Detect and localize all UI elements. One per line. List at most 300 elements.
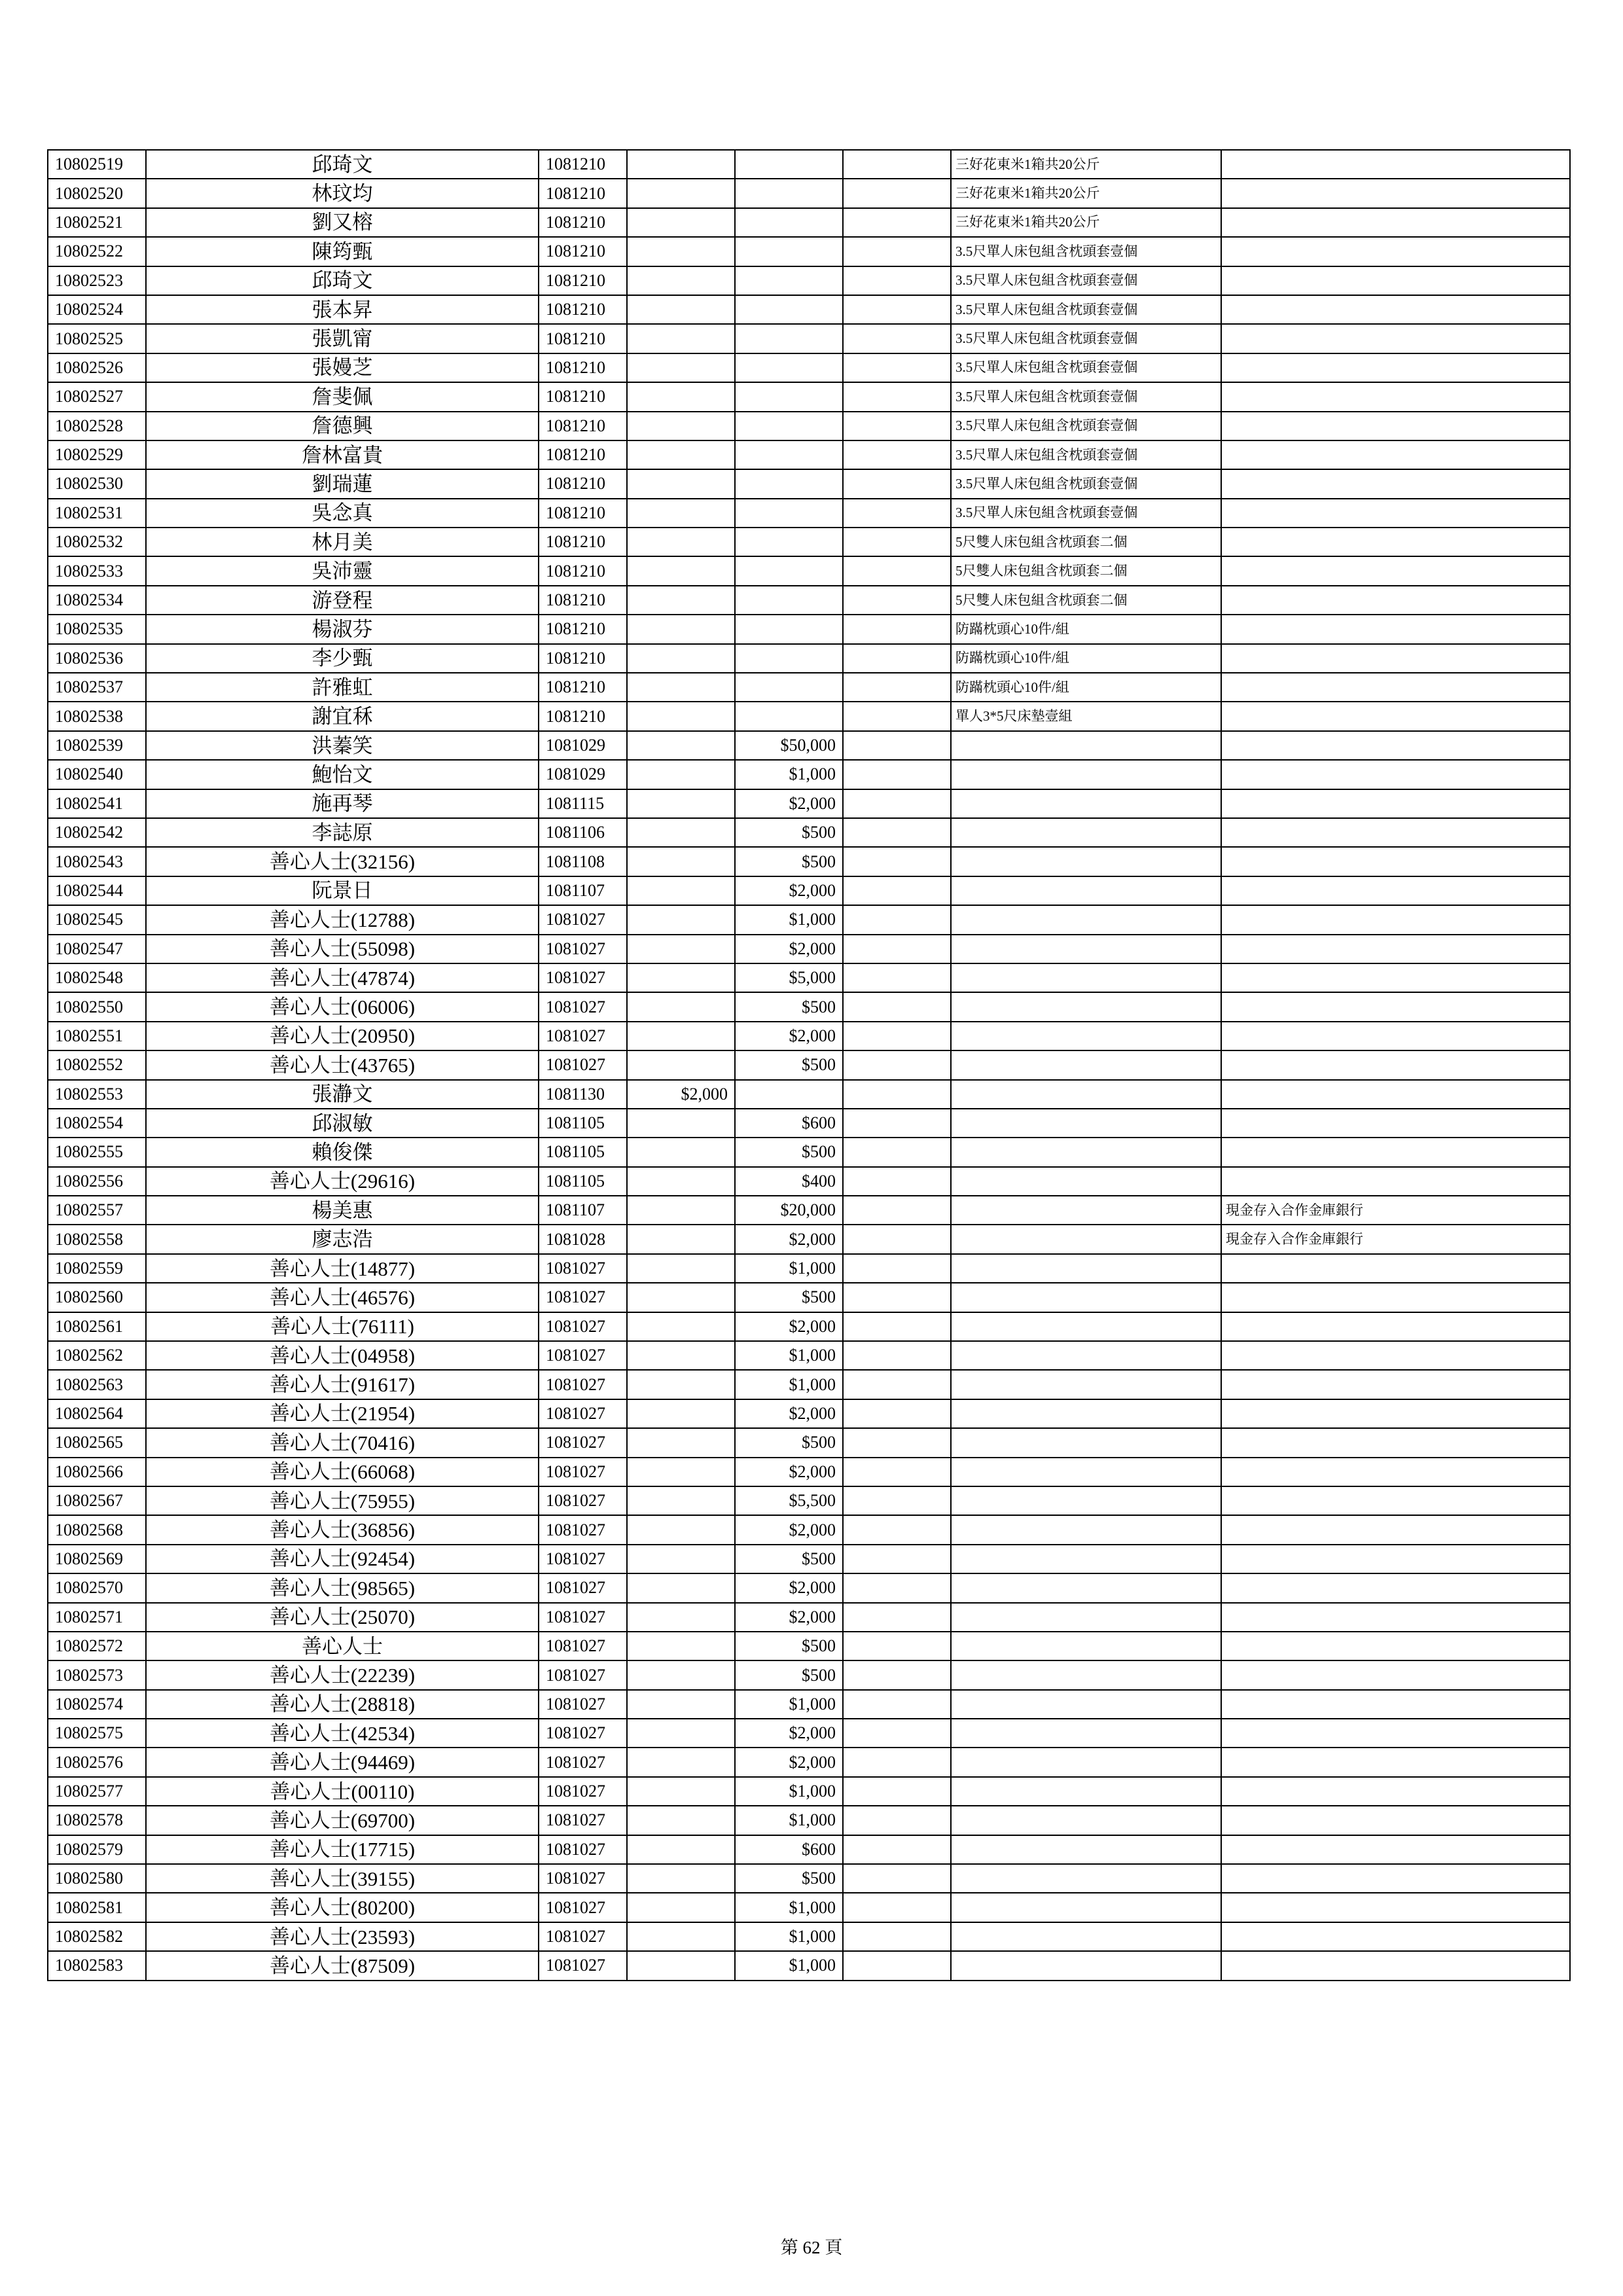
note-cell (1221, 818, 1570, 847)
table-row (48, 1341, 1570, 1370)
donated-item-cell: 防蹣枕頭心10件/組 (951, 615, 1221, 643)
note-cell (1221, 847, 1570, 876)
donor-name-cell: 善心人士(92454) (146, 1545, 539, 1573)
donated-item-cell (951, 1022, 1221, 1050)
table-row (48, 1167, 1570, 1196)
amount-3-cell (843, 760, 951, 789)
amount-1-cell (627, 1806, 735, 1835)
table-row (48, 615, 1570, 643)
note-cell (1221, 412, 1570, 440)
amount-3-cell (843, 847, 951, 876)
note-cell (1221, 1428, 1570, 1457)
table-row (48, 1370, 1570, 1399)
donated-item-cell: 3.5尺單人床包組含枕頭套壹個 (951, 237, 1221, 266)
table-row (48, 440, 1570, 469)
note-cell (1221, 1545, 1570, 1573)
date-cell: 1081115 (539, 789, 627, 818)
amount-1-cell (627, 324, 735, 353)
amount-2-cell (735, 412, 843, 440)
date-cell: 1081027 (539, 992, 627, 1021)
receipt-number-cell: 10802530 (48, 469, 146, 498)
donation-ledger-table (47, 149, 1571, 1981)
donated-item-cell (951, 731, 1221, 760)
donor-name-cell: 賴俊傑 (146, 1138, 539, 1166)
amount-3-cell (843, 1632, 951, 1660)
note-cell (1221, 208, 1570, 237)
note-cell (1221, 1458, 1570, 1486)
note-cell (1221, 1864, 1570, 1893)
donated-item-cell (951, 1573, 1221, 1602)
amount-1-cell (627, 1428, 735, 1457)
table-row (48, 1690, 1570, 1719)
note-cell: 現金存入合作金庫銀行 (1221, 1225, 1570, 1253)
date-cell: 1081210 (539, 237, 627, 266)
amount-1-cell (627, 1254, 735, 1283)
note-cell (1221, 440, 1570, 469)
amount-3-cell (843, 1283, 951, 1312)
amount-1-cell (627, 1922, 735, 1951)
donated-item-cell (951, 1545, 1221, 1573)
amount-1-cell (627, 1719, 735, 1748)
date-cell: 1081027 (539, 1283, 627, 1312)
date-cell: 1081027 (539, 1428, 627, 1457)
table-row (48, 789, 1570, 818)
amount-3-cell (843, 1225, 951, 1253)
note-cell (1221, 963, 1570, 992)
receipt-number-cell: 10802522 (48, 237, 146, 266)
table-row (48, 702, 1570, 730)
donor-name-cell: 張瀞文 (146, 1080, 539, 1109)
donor-name-cell: 善心人士(75955) (146, 1486, 539, 1515)
receipt-number-cell: 10802566 (48, 1458, 146, 1486)
donor-name-cell: 阮景日 (146, 876, 539, 905)
amount-2-cell: $1,000 (735, 1690, 843, 1719)
donor-name-cell: 善心人士(55098) (146, 935, 539, 963)
receipt-number-cell: 10802560 (48, 1283, 146, 1312)
receipt-number-cell: 10802551 (48, 1022, 146, 1050)
note-cell (1221, 1573, 1570, 1602)
donor-name-cell: 陳筠甄 (146, 237, 539, 266)
amount-2-cell (735, 499, 843, 528)
donated-item-cell: 防蹣枕頭心10件/組 (951, 644, 1221, 673)
amount-3-cell (843, 1603, 951, 1632)
amount-1-cell (627, 1138, 735, 1166)
amount-2-cell: $500 (735, 1545, 843, 1573)
donated-item-cell (951, 1080, 1221, 1109)
donor-name-cell: 楊淑芬 (146, 615, 539, 643)
amount-3-cell (843, 876, 951, 905)
amount-1-cell (627, 179, 735, 207)
amount-2-cell: $5,000 (735, 963, 843, 992)
amount-1-cell (627, 1864, 735, 1893)
donated-item-cell: 3.5尺單人床包組含枕頭套壹個 (951, 266, 1221, 295)
note-cell (1221, 1312, 1570, 1341)
amount-1-cell: $2,000 (627, 1080, 735, 1109)
receipt-number-cell: 10802533 (48, 556, 146, 585)
receipt-number-cell: 10802582 (48, 1922, 146, 1951)
amount-3-cell (843, 1341, 951, 1370)
table-row (48, 1312, 1570, 1341)
receipt-number-cell: 10802541 (48, 789, 146, 818)
note-cell (1221, 1022, 1570, 1050)
note-cell (1221, 1167, 1570, 1196)
receipt-number-cell: 10802567 (48, 1486, 146, 1515)
table-row (48, 1660, 1570, 1689)
note-cell (1221, 760, 1570, 789)
amount-3-cell (843, 295, 951, 324)
date-cell: 1081105 (539, 1109, 627, 1138)
donor-name-cell: 善心人士(42534) (146, 1719, 539, 1748)
amount-3-cell (843, 1951, 951, 1980)
donated-item-cell (951, 876, 1221, 905)
date-cell: 1081027 (539, 1719, 627, 1748)
table-row (48, 1893, 1570, 1922)
donated-item-cell (951, 963, 1221, 992)
receipt-number-cell: 10802534 (48, 586, 146, 615)
note-cell (1221, 1835, 1570, 1864)
amount-2-cell (735, 702, 843, 730)
amount-3-cell (843, 469, 951, 498)
date-cell: 1081210 (539, 382, 627, 411)
table-row (48, 963, 1570, 992)
note-cell (1221, 237, 1570, 266)
amount-2-cell: $500 (735, 1138, 843, 1166)
amount-2-cell: $500 (735, 1283, 843, 1312)
table-row (48, 382, 1570, 411)
amount-1-cell (627, 1167, 735, 1196)
table-row (48, 935, 1570, 963)
amount-2-cell (735, 528, 843, 556)
donated-item-cell (951, 1690, 1221, 1719)
date-cell: 1081105 (539, 1138, 627, 1166)
donor-name-cell: 善心人士(46576) (146, 1283, 539, 1312)
donor-name-cell: 洪蓁笑 (146, 731, 539, 760)
amount-3-cell (843, 1167, 951, 1196)
date-cell: 1081210 (539, 208, 627, 237)
amount-1-cell (627, 1515, 735, 1544)
date-cell: 1081210 (539, 702, 627, 730)
amount-3-cell (843, 150, 951, 179)
amount-2-cell (735, 556, 843, 585)
donated-item-cell: 3.5尺單人床包組含枕頭套壹個 (951, 412, 1221, 440)
receipt-number-cell: 10802543 (48, 847, 146, 876)
donated-item-cell (951, 1660, 1221, 1689)
donor-name-cell: 廖志浩 (146, 1225, 539, 1253)
amount-3-cell (843, 1719, 951, 1748)
donor-name-cell: 游登程 (146, 586, 539, 615)
date-cell: 1081210 (539, 324, 627, 353)
date-cell: 1081027 (539, 905, 627, 934)
donated-item-cell (951, 789, 1221, 818)
donated-item-cell (951, 1167, 1221, 1196)
amount-2-cell: $2,000 (735, 1719, 843, 1748)
note-cell (1221, 179, 1570, 207)
amount-2-cell: $1,000 (735, 1806, 843, 1835)
donated-item-cell: 3.5尺單人床包組含枕頭套壹個 (951, 499, 1221, 528)
donated-item-cell (951, 1864, 1221, 1893)
amount-3-cell (843, 1458, 951, 1486)
donated-item-cell (951, 1050, 1221, 1079)
amount-3-cell (843, 1573, 951, 1602)
date-cell: 1081027 (539, 1486, 627, 1515)
amount-1-cell (627, 1283, 735, 1312)
date-cell: 1081210 (539, 528, 627, 556)
amount-1-cell (627, 1341, 735, 1370)
table-row (48, 412, 1570, 440)
donated-item-cell: 三好花東米1箱共20公斤 (951, 208, 1221, 237)
amount-1-cell (627, 1951, 735, 1980)
amount-2-cell: $1,000 (735, 1893, 843, 1922)
amount-1-cell (627, 237, 735, 266)
amount-2-cell: $1,000 (735, 1370, 843, 1399)
table-row (48, 1835, 1570, 1864)
note-cell (1221, 266, 1570, 295)
receipt-number-cell: 10802529 (48, 440, 146, 469)
amount-3-cell (843, 1428, 951, 1457)
donor-name-cell: 李少甄 (146, 644, 539, 673)
amount-2-cell (735, 266, 843, 295)
amount-3-cell (843, 1080, 951, 1109)
receipt-number-cell: 10802564 (48, 1399, 146, 1428)
date-cell: 1081027 (539, 1341, 627, 1370)
amount-3-cell (843, 556, 951, 585)
table-row (48, 266, 1570, 295)
receipt-number-cell: 10802576 (48, 1748, 146, 1776)
amount-2-cell (735, 382, 843, 411)
amount-1-cell (627, 876, 735, 905)
amount-3-cell (843, 644, 951, 673)
donated-item-cell (951, 1603, 1221, 1632)
receipt-number-cell: 10802532 (48, 528, 146, 556)
note-cell (1221, 876, 1570, 905)
amount-2-cell: $2,000 (735, 1603, 843, 1632)
receipt-number-cell: 10802565 (48, 1428, 146, 1457)
amount-2-cell: $50,000 (735, 731, 843, 760)
donor-name-cell: 善心人士(91617) (146, 1370, 539, 1399)
donor-name-cell: 善心人士(32156) (146, 847, 539, 876)
receipt-number-cell: 10802553 (48, 1080, 146, 1109)
amount-1-cell (627, 528, 735, 556)
donated-item-cell (951, 1370, 1221, 1399)
donated-item-cell (951, 905, 1221, 934)
amount-2-cell: $2,000 (735, 789, 843, 818)
donor-name-cell: 善心人士(69700) (146, 1806, 539, 1835)
amount-2-cell (735, 673, 843, 702)
table-row (48, 1777, 1570, 1806)
note-cell (1221, 1632, 1570, 1660)
amount-2-cell (735, 644, 843, 673)
note-cell (1221, 1138, 1570, 1166)
date-cell: 1081107 (539, 1196, 627, 1225)
amount-2-cell (735, 353, 843, 382)
note-cell (1221, 1370, 1570, 1399)
date-cell: 1081107 (539, 876, 627, 905)
donor-name-cell: 善心人士 (146, 1632, 539, 1660)
amount-3-cell (843, 935, 951, 963)
amount-1-cell (627, 673, 735, 702)
donated-item-cell (951, 992, 1221, 1021)
donated-item-cell (951, 1283, 1221, 1312)
amount-1-cell (627, 412, 735, 440)
receipt-number-cell: 10802525 (48, 324, 146, 353)
donor-name-cell: 善心人士(28818) (146, 1690, 539, 1719)
amount-1-cell (627, 1893, 735, 1922)
donor-name-cell: 鮑怡文 (146, 760, 539, 789)
date-cell: 1081027 (539, 1777, 627, 1806)
note-cell (1221, 1399, 1570, 1428)
receipt-number-cell: 10802521 (48, 208, 146, 237)
amount-2-cell (735, 150, 843, 179)
table-row (48, 179, 1570, 207)
table-row (48, 1573, 1570, 1602)
table-row (48, 528, 1570, 556)
donor-name-cell: 劉瑞蓮 (146, 469, 539, 498)
donated-item-cell (951, 1428, 1221, 1457)
receipt-number-cell: 10802575 (48, 1719, 146, 1748)
date-cell: 1081028 (539, 1225, 627, 1253)
donated-item-cell: 5尺雙人床包組含枕頭套二個 (951, 556, 1221, 585)
amount-3-cell (843, 1109, 951, 1138)
receipt-number-cell: 10802537 (48, 673, 146, 702)
donated-item-cell (951, 1399, 1221, 1428)
amount-1-cell (627, 353, 735, 382)
donated-item-cell (951, 1806, 1221, 1835)
amount-2-cell: $500 (735, 1864, 843, 1893)
amount-3-cell (843, 1050, 951, 1079)
receipt-number-cell: 10802548 (48, 963, 146, 992)
date-cell: 1081027 (539, 963, 627, 992)
donor-name-cell: 邱琦文 (146, 266, 539, 295)
donated-item-cell: 5尺雙人床包組含枕頭套二個 (951, 586, 1221, 615)
amount-3-cell (843, 1254, 951, 1283)
note-cell (1221, 1283, 1570, 1312)
amount-1-cell (627, 818, 735, 847)
amount-1-cell (627, 1225, 735, 1253)
table-row (48, 1748, 1570, 1776)
amount-2-cell: $500 (735, 818, 843, 847)
date-cell: 1081027 (539, 1835, 627, 1864)
table-row (48, 1080, 1570, 1109)
donor-name-cell: 善心人士(22239) (146, 1660, 539, 1689)
amount-3-cell (843, 586, 951, 615)
donor-name-cell: 詹斐佩 (146, 382, 539, 411)
receipt-number-cell: 10802552 (48, 1050, 146, 1079)
donated-item-cell (951, 1748, 1221, 1776)
donated-item-cell: 3.5尺單人床包組含枕頭套壹個 (951, 469, 1221, 498)
donor-name-cell: 劉又榕 (146, 208, 539, 237)
amount-3-cell (843, 1835, 951, 1864)
note-cell (1221, 905, 1570, 934)
amount-1-cell (627, 208, 735, 237)
receipt-number-cell: 10802539 (48, 731, 146, 760)
amount-1-cell (627, 440, 735, 469)
table-row (48, 847, 1570, 876)
amount-3-cell (843, 412, 951, 440)
amount-2-cell: $1,000 (735, 760, 843, 789)
note-cell (1221, 1951, 1570, 1980)
donated-item-cell (951, 847, 1221, 876)
note-cell (1221, 1922, 1570, 1951)
table-row (48, 876, 1570, 905)
amount-1-cell (627, 702, 735, 730)
amount-3-cell (843, 353, 951, 382)
receipt-number-cell: 10802542 (48, 818, 146, 847)
amount-1-cell (627, 1835, 735, 1864)
date-cell: 1081027 (539, 1632, 627, 1660)
donor-name-cell: 善心人士(17715) (146, 1835, 539, 1864)
note-cell (1221, 1777, 1570, 1806)
date-cell: 1081210 (539, 615, 627, 643)
receipt-number-cell: 10802568 (48, 1515, 146, 1544)
date-cell: 1081027 (539, 1545, 627, 1573)
donor-name-cell: 善心人士(04958) (146, 1341, 539, 1370)
receipt-number-cell: 10802528 (48, 412, 146, 440)
amount-1-cell (627, 1196, 735, 1225)
note-cell (1221, 789, 1570, 818)
table-row (48, 353, 1570, 382)
amount-3-cell (843, 1660, 951, 1689)
amount-1-cell (627, 1458, 735, 1486)
date-cell: 1081210 (539, 412, 627, 440)
donated-item-cell (951, 1312, 1221, 1341)
amount-1-cell (627, 615, 735, 643)
amount-2-cell: $2,000 (735, 1225, 843, 1253)
note-cell (1221, 324, 1570, 353)
donated-item-cell (951, 1777, 1221, 1806)
amount-1-cell (627, 1573, 735, 1602)
donated-item-cell (951, 1835, 1221, 1864)
date-cell: 1081027 (539, 1806, 627, 1835)
note-cell: 現金存入合作金庫銀行 (1221, 1196, 1570, 1225)
table-row (48, 731, 1570, 760)
amount-3-cell (843, 1138, 951, 1166)
amount-2-cell: $20,000 (735, 1196, 843, 1225)
amount-2-cell: $1,000 (735, 1951, 843, 1980)
amount-2-cell: $2,000 (735, 1399, 843, 1428)
receipt-number-cell: 10802519 (48, 150, 146, 179)
donor-name-cell: 吳念真 (146, 499, 539, 528)
donor-name-cell: 詹林富貴 (146, 440, 539, 469)
amount-3-cell (843, 1515, 951, 1544)
donor-name-cell: 林玟均 (146, 179, 539, 207)
date-cell: 1081210 (539, 295, 627, 324)
date-cell: 1081210 (539, 499, 627, 528)
table-row (48, 1486, 1570, 1515)
note-cell (1221, 499, 1570, 528)
donor-name-cell: 張本昇 (146, 295, 539, 324)
note-cell (1221, 382, 1570, 411)
date-cell: 1081027 (539, 1022, 627, 1050)
donated-item-cell (951, 1341, 1221, 1370)
receipt-number-cell: 10802555 (48, 1138, 146, 1166)
receipt-number-cell: 10802527 (48, 382, 146, 411)
receipt-number-cell: 10802557 (48, 1196, 146, 1225)
receipt-number-cell: 10802538 (48, 702, 146, 730)
amount-2-cell: $5,500 (735, 1486, 843, 1515)
table-row (48, 1022, 1570, 1050)
donated-item-cell (951, 1632, 1221, 1660)
amount-1-cell (627, 556, 735, 585)
donated-item-cell (951, 1196, 1221, 1225)
table-row (48, 295, 1570, 324)
amount-2-cell (735, 586, 843, 615)
table-row (48, 556, 1570, 585)
donor-name-cell: 詹德興 (146, 412, 539, 440)
amount-2-cell (735, 615, 843, 643)
donor-name-cell: 張凱甯 (146, 324, 539, 353)
amount-3-cell (843, 208, 951, 237)
receipt-number-cell: 10802559 (48, 1254, 146, 1283)
